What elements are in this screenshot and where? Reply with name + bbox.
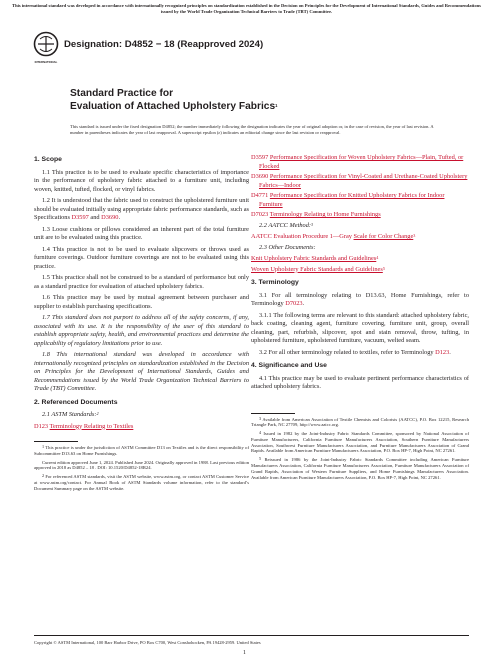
footnote-1: 1 This practice is under the jurisdiction of ASTM Committee D13 on Textiles and is the direct responsibility of Subcommittee D13.63 on Home Furnishings. [34, 444, 249, 456]
page-number: 1 [243, 650, 246, 656]
link-d123[interactable]: D123 [435, 348, 450, 356]
wto-notice: This international standard was developed in accordance with internationally recognized principles on standardization established in the Decision on Principles for the Development of International Standards, Guides and Recommendations issued by the World Trade Organization Technical Barriers to Trade (TBT) Committee. [12, 3, 481, 14]
astm-logo [33, 31, 59, 65]
link-d3597[interactable]: D3597 [71, 214, 89, 221]
paragraph-1-2: 1.2 It is understood that the fabric used to construct the upholstered furniture unit should be evaluated initially using appropriate fabric performance standards, such as Specifications D3597 and D3690. [34, 197, 249, 221]
copyright-notice: Copyright © ASTM International, 100 Barr Harbor Drive, PO Box C700, West Conshohocken, PA 19428-2959. United States [34, 640, 261, 645]
section-heading-scope: 1. Scope [34, 156, 62, 163]
footnote-2: 2 For referenced ASTM standards, visit the ASTM website, www.astm.org, or contact ASTM Customer Service at www.astm.org/contact. For Annual Book of ASTM Standards volume information, refer to the standard’s Document Summary page on the ASTM website. [34, 473, 249, 491]
right-column [251, 154, 469, 483]
paragraph-4-1: 4.1 This practice may be used to evaluate pertinent performance characteristics of attached upholstery fabrics. [251, 374, 469, 390]
section-heading-terminology: 3. Terminology [251, 279, 299, 286]
paragraph-2-1: 2.1 ASTM Standards:$^2$ [42, 411, 99, 418]
paragraph-1-8: 1.8 This international standard was developed in accordance with internationally recognized principles on standardization established in the Decision on Principles for the Development of International Standards, Guides and Recommendations issued by the World Trade Organization Technical Barriers to Trade (TBT) Committee. [34, 351, 249, 392]
footnote-1-edition: Current edition approved June 1, 2024. Published June 2024. Originally approved in 1988. Last previous edition approved in 2018 as D4852 – 18 . DOI: 10.1520/D4852-18R24. [34, 459, 249, 471]
reference-d3690[interactable]: D3690 Performance Specification for Vinyl-Coated and Urethane-Coated Upholstery Fabrics—Indoor [251, 173, 468, 189]
reference-d4771[interactable]: D4771 Performance Specification for Knitted Upholstery Fabrics for Indoor Furniture [251, 192, 445, 208]
footnote-divider [34, 441, 78, 442]
paragraph-1-3: 1.3 Loose cushions or pillows considered an inherent part of the total furniture unit are to be evaluated using this practice. [34, 225, 249, 241]
reference-d123[interactable]: D123 Terminology Relating to Textiles [34, 422, 134, 430]
paragraph-2-2: 2.2 AATCC Method:$^3$ [259, 221, 314, 229]
paragraph-1-5: 1.5 This practice shall not be construed to be a standard of performance but only as a standard practice for evaluation of attached upholstery fabrics. [34, 274, 249, 290]
issue-note: This standard is issued under the fixed designation D4852; the number immediately following the designation indicates the year of original adoption or, in the case of revision, the year of last revision. A number in parentheses indicates the year of last reapproval. A superscript epsilon (ε) indicates an editorial change since the last revision or reapproval. [70, 124, 434, 135]
paragraph-1-4: 1.4 This practice is not to be used to evaluate slipcovers or throws used as furniture coverings. Outdoor furniture coverings are not to be evaluated using this practice. [34, 245, 249, 270]
paragraph-3-2: 3.2 For all other terminology related to textiles, refer to Terminology D123. [259, 348, 451, 356]
document-title [70, 87, 277, 113]
paragraph-3-1-1: 3.1.1 The following terms are relevant to this standard: attached upholstery fabric, back coating, cleaning agent, furniture covering, furniture unit, group, overall cleaning, part, refurbish, slipcover, spot and stain removal, throw, tufting, in upholstered furniture, upholstered furniture, vacuum, welted seam. [251, 311, 469, 344]
footnote-divider-right [251, 413, 295, 414]
title-line-1: Standard Practice for [70, 88, 174, 99]
footnote-marker: 1 [275, 103, 278, 108]
paragraph-1-6: 1.6 This practice may be used by mutual agreement between purchaser and supplier to establish purchasing specifications. [34, 294, 249, 310]
section-heading-referenced-documents: 2. Referenced Documents [34, 398, 118, 406]
paragraph-3-1: 3.1 For all terminology relating to D13.63, Home Furnishings, refer to Terminology D7023. [251, 291, 469, 307]
paragraph-1-1: 1.1 This practice is to be used to evaluate specific characteristics of importance in the performance of upholstery fabric attached to a furniture unit, including woven, knitted, tufted, flocked, or vinyl fabrics. [34, 168, 249, 193]
left-column [34, 154, 249, 495]
reference-woven-guidelines[interactable]: Woven Upholstery Fabric Standards and Guidelines$^5$ [251, 265, 385, 273]
footnote-3: 3 Available from American Association of Textile Chemists and Colorists (AATCC), P.O. Box 12215, Research Triangle Park, NC 27709, http://www.aatcc.org. [251, 415, 469, 428]
page-footer-rule [34, 635, 469, 636]
link-d3690[interactable]: D3690 [101, 214, 119, 221]
link-d7023[interactable]: D7023 [285, 300, 303, 307]
reference-knit-guidelines[interactable]: Knit Upholstery Fabric Standards and Guidelines$^4$ [251, 255, 379, 262]
reference-aatcc-ep1[interactable]: AATCC Evaluation Procedure 1—Gray Scale for Color Change$^3$ [251, 233, 416, 240]
footnote-4: 4 Issued in 1982 by the Joint-Industry Fabric Standards Committee, sponsored by National Association of Furniture Manufacturers, California Furniture Manufacturers Association, Southern Furniture Manufacturers Association, Southwest Furniture Manufacturers Association, and Furniture Manufacturers Association of Grand Rapids. Available from American Furniture Manufacturers Association, P.O. Box HP-7, High Point, NC 27261. [251, 430, 469, 454]
reference-d3597[interactable]: D3597 Performance Specification for Woven Upholstery Fabrics—Plain, Tufted, or Flocked [251, 154, 464, 170]
section-heading-significance: 4. Significance and Use [251, 362, 327, 369]
title-line-2: Evaluation of Attached Upholstery Fabrics$^1$ [70, 101, 278, 112]
paragraph-2-3: 2.3 Other Documents: [259, 243, 316, 251]
reference-d7023[interactable]: D7023 Terminology Relating to Home Furnishings [251, 211, 381, 218]
logo-text: INTERNATIONAL [34, 60, 58, 64]
paragraph-1-7: 1.7 This standard does not purport to address all of the safety concerns, if any, associated with its use. It is the responsibility of the user of this standard to establish appropriate safety, health, and environmental practices and determine the applicability of regulatory limitations prior to use. [34, 314, 249, 347]
footnote-5: 5 Reissued in 1986 by the Joint-Industry Fabric Standards Committee including American Furniture Manufacturers Association, California Furniture Manufacturers Association, Furniture Manufacturers Association of Grand Rapids, Association of Western Furniture Suppliers, and Home Furnishings Manufacturers Association. Available from American Furniture Manufacturers Association, P.O. Box HP-7, High Point, NC 27261. [251, 456, 469, 480]
designation: Designation: D4852 − 18 (Reapproved 2024) [64, 39, 264, 50]
